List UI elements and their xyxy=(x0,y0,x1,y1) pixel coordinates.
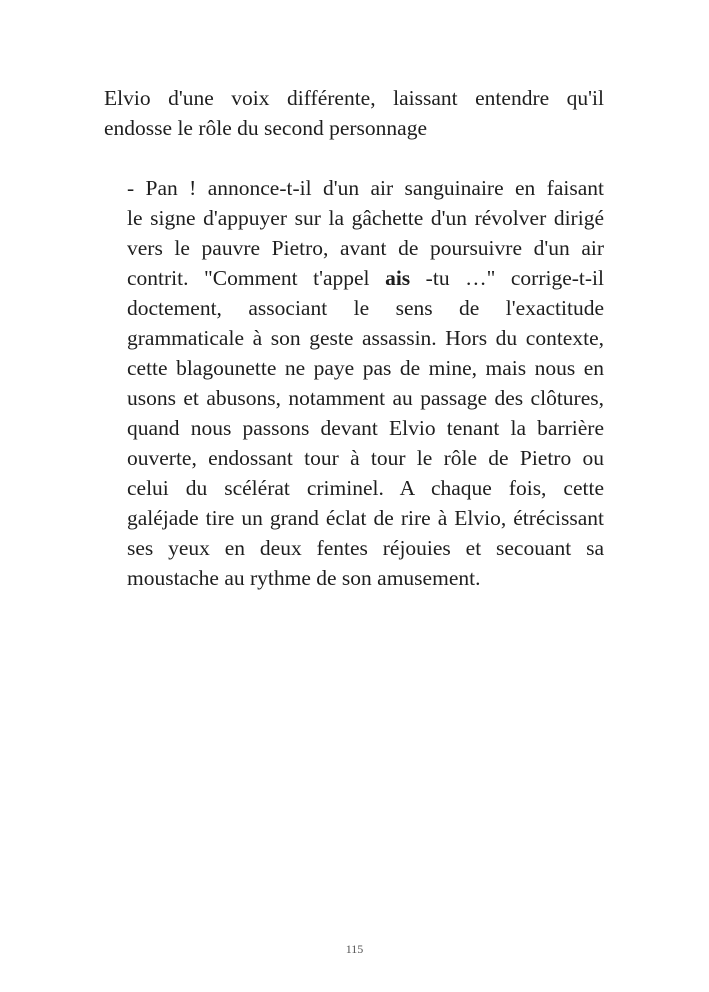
paragraph-dialogue-intro xyxy=(104,83,604,143)
text-line: vers le pauvre Pietro, avant de poursuivre d'un air xyxy=(127,236,604,260)
text-line: usons et abusons, notamment au passage des clôtures, xyxy=(127,386,604,410)
text-line: cette blagounette ne paye pas de mine, mais nous en xyxy=(127,356,604,380)
text-line: ses yeux en deux fentes réjouies et secouant sa xyxy=(127,536,604,560)
text-fragment: -tu …" corrige-t-il xyxy=(410,266,605,290)
text-line: moustache au rythme de son amusement. xyxy=(127,566,481,590)
text-line: galéjade tire un grand éclat de rire à Elvio, étrécissant xyxy=(127,506,604,530)
text-line: doctement, associant le sens de l'exactitude xyxy=(127,296,604,320)
text-line: endosse le rôle du second personnage xyxy=(104,116,427,140)
text-line: Elvio d'une voix différente, laissant entendre qu'il xyxy=(104,86,604,110)
text-line: ouverte, endossant tour à tour le rôle de Pietro ou xyxy=(127,446,604,470)
text-line: - Pan ! annonce-t-il d'un air sanguinaire en faisant xyxy=(127,176,604,200)
text-line: celui du scélérat criminel. A chaque fois, cette xyxy=(127,476,604,500)
page-number: 115 xyxy=(345,942,364,956)
text-line: grammaticale à son geste assassin. Hors du contexte, xyxy=(127,326,604,350)
text-line: le signe d'appuyer sur la gâchette d'un révolver dirigé xyxy=(127,206,604,230)
bold-emphasis: ais xyxy=(385,266,411,290)
text-line: quand nous passons devant Elvio tenant la barrière xyxy=(127,416,604,440)
paragraph-main xyxy=(104,173,604,593)
text-fragment: contrit. "Comment t'appel xyxy=(127,266,386,290)
text-line xyxy=(104,263,604,293)
